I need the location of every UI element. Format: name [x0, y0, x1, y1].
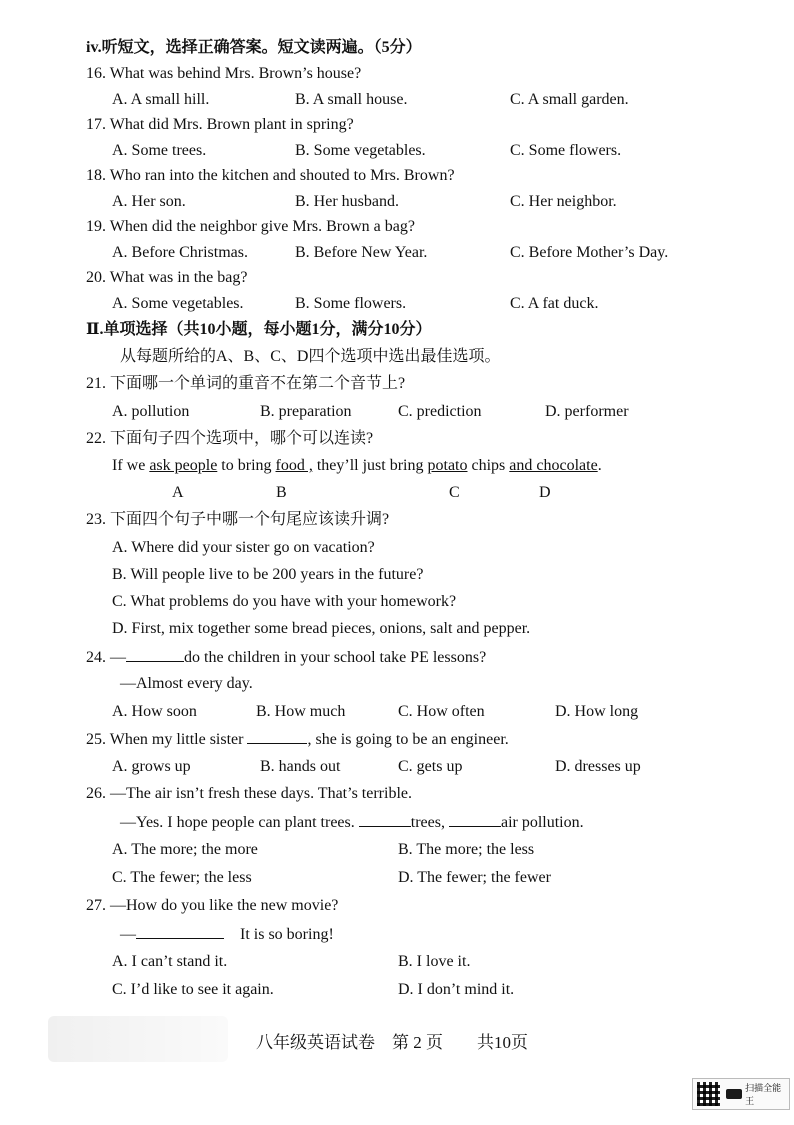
q26-option-c: C. The fewer; the less — [112, 869, 252, 886]
scan-smudge — [48, 1016, 228, 1062]
q23-option-b: B. Will people live to be 200 years in the future? — [112, 566, 424, 583]
q21-option-c: C. prediction — [398, 403, 482, 420]
q26-blank-1 — [359, 812, 411, 827]
q16-option-c: C. A small garden. — [510, 91, 629, 108]
q19-option-a: A. Before Christmas. — [112, 244, 248, 261]
q18-option-a: A. Her son. — [112, 193, 186, 210]
q22-sentence: If we ask people to bring food , they’ll just bring potato chips and chocolate. — [112, 457, 602, 474]
question-18: 18. Who ran into the kitchen and shouted to Mrs. Brown? — [86, 167, 455, 184]
q17-option-a: A. Some trees. — [112, 142, 207, 159]
q21-option-b: B. preparation — [260, 403, 352, 420]
question-22: 22. 下面句子四个选项中，哪个可以连读? — [86, 430, 374, 447]
q25-blank — [247, 729, 307, 744]
question-19: 19. When did the neighbor give Mrs. Brown a bag? — [86, 218, 415, 235]
q23-option-c: C. What problems do you have with your homework? — [112, 593, 457, 610]
q26-option-b: B. The more; the less — [398, 841, 535, 858]
q17-option-c: C. Some flowers. — [510, 142, 622, 159]
q24-reply: —Almost every day. — [120, 675, 253, 692]
q24-option-d: D. How long — [555, 703, 639, 720]
q24-blank — [126, 647, 184, 662]
q20-option-b: B. Some flowers. — [295, 295, 407, 312]
q26-option-a: A. The more; the more — [112, 841, 258, 858]
qr-code-icon — [697, 1082, 720, 1106]
question-16: 16. What was behind Mrs. Brown’s house? — [86, 65, 362, 82]
q21-option-a: A. pollution — [112, 403, 190, 420]
question-25: 25. When my little sister , she is going to be an engineer. — [86, 731, 509, 748]
q24-option-b: B. How much — [256, 703, 346, 720]
q27-option-a: A. I can’t stand it. — [112, 953, 228, 970]
question-27: 27. —How do you like the new movie? — [86, 897, 339, 914]
section-ii-heading: Ⅱ.单项选择（共10小题，每小题1分，满分10分） — [86, 321, 432, 338]
q17-option-b: B. Some vegetables. — [295, 142, 426, 159]
q16-option-a: A. A small hill. — [112, 91, 210, 108]
q22-label-a: A — [172, 484, 184, 501]
q18-option-c: C. Her neighbor. — [510, 193, 617, 210]
q18-option-b: B. Her husband. — [295, 193, 399, 210]
q27-blank — [136, 924, 224, 939]
q27-option-c: C. I’d like to see it again. — [112, 981, 274, 998]
question-21: 21. 下面哪一个单词的重音不在第二个音节上? — [86, 375, 406, 392]
q23-option-a: A. Where did your sister go on vacation? — [112, 539, 375, 556]
q25-option-c: C. gets up — [398, 758, 463, 775]
scanner-logo-icon — [726, 1089, 742, 1099]
q20-option-c: C. A fat duck. — [510, 295, 599, 312]
q25-option-a: A. grows up — [112, 758, 191, 775]
section-iv-heading: iv.听短文，选择正确答案。短文读两遍。（5分） — [86, 39, 422, 56]
question-20: 20. What was in the bag? — [86, 269, 248, 286]
q26-option-d: D. The fewer; the fewer — [398, 869, 551, 886]
scanner-badge-text: 扫描全能王 — [745, 1084, 782, 1107]
q21-option-d: D. performer — [545, 403, 629, 420]
question-24: 24. — do the children in your school take PE lessons? — [86, 649, 487, 666]
page-footer: 八年级英语试卷 第 2 页 共10页 — [256, 1033, 528, 1052]
q24-option-c: C. How often — [398, 703, 485, 720]
q23-option-d: D. First, mix together some bread pieces, onions, salt and pepper. — [112, 620, 531, 637]
q27-reply: — It is so boring! — [120, 926, 334, 943]
scanner-badge — [692, 1078, 790, 1110]
q26-blank-2 — [449, 812, 501, 827]
q26-reply: —Yes. I hope people can plant trees. trees, air pollution. — [120, 814, 584, 831]
q19-option-b: B. Before New Year. — [295, 244, 428, 261]
section-ii-instruction: 从每题所给的A、B、C、D四个选项中选出最佳选项。 — [120, 348, 501, 365]
q27-option-d: D. I don’t mind it. — [398, 981, 515, 998]
q27-option-b: B. I love it. — [398, 953, 471, 970]
question-23: 23. 下面四个句子中哪一个句尾应该读升调? — [86, 511, 390, 528]
q22-label-c: C — [449, 484, 460, 501]
q19-option-c: C. Before Mother’s Day. — [510, 244, 669, 261]
q22-label-d: D — [539, 484, 551, 501]
q25-option-d: D. dresses up — [555, 758, 641, 775]
q16-option-b: B. A small house. — [295, 91, 408, 108]
q25-option-b: B. hands out — [260, 758, 341, 775]
question-26: 26. —The air isn’t fresh these days. That’s terrible. — [86, 785, 412, 802]
q20-option-a: A. Some vegetables. — [112, 295, 244, 312]
question-17: 17. What did Mrs. Brown plant in spring? — [86, 116, 354, 133]
q24-option-a: A. How soon — [112, 703, 197, 720]
q22-label-b: B — [276, 484, 287, 501]
